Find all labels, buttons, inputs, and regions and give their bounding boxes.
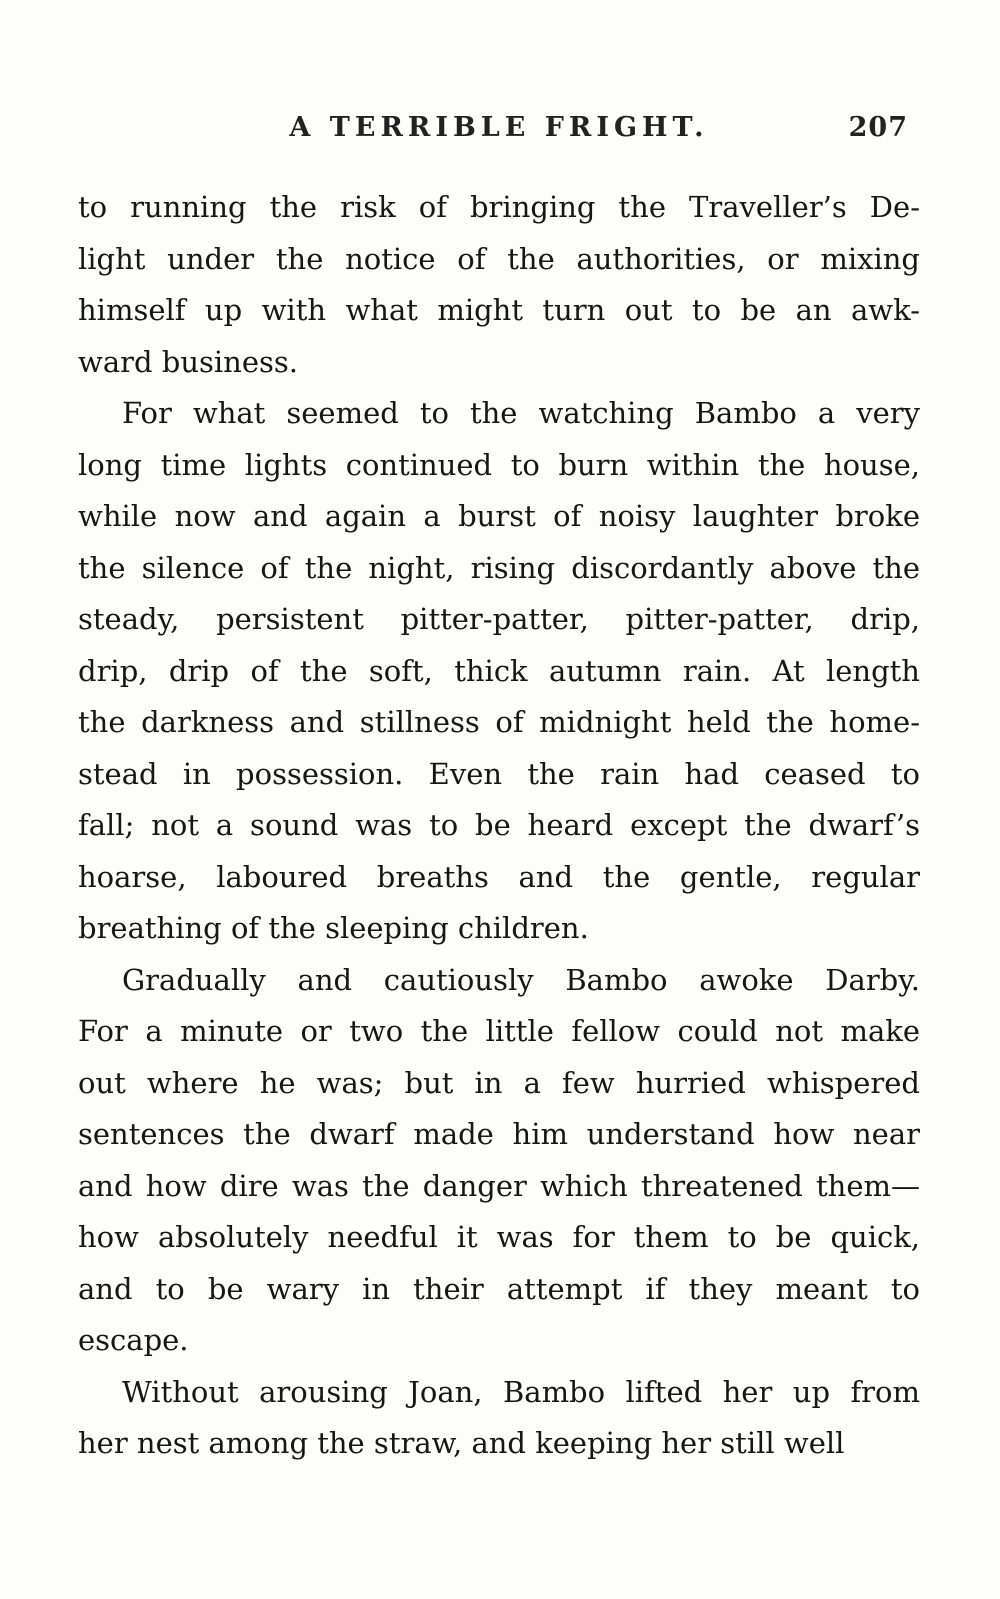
running-title: A TERRIBLE FRIGHT.	[289, 112, 709, 143]
paragraph	[78, 955, 920, 1367]
text-line: Without arousing Joan, Bambo lifted her up from	[122, 1374, 920, 1409]
text-line: Gradually and cautiously Bambo awoke Darby.	[122, 962, 920, 997]
text-line: to running the risk of bringing the Traveller’s De-	[78, 190, 920, 224]
body-text	[78, 182, 920, 1470]
text-line: steady, persistent pitter-patter, pitter-patter, drip,	[78, 602, 920, 636]
text-line: himself up with what might turn out to be an awk-	[78, 293, 920, 327]
text-line: stead in possession. Even the rain had ceased to	[78, 756, 920, 791]
paragraph	[78, 388, 920, 955]
text-line: how absolutely needful it was for them to be quick,	[78, 1220, 920, 1254]
text-line: sentences the dwarf made him understand how near	[78, 1117, 920, 1151]
text-line: hoarse, laboured breaths and the gentle, regular	[78, 859, 920, 894]
page-number: 207	[848, 112, 908, 143]
text-line: light under the notice of the authorities, or mixing	[78, 241, 920, 276]
text-line: while now and again a burst of noisy laughter broke	[78, 499, 920, 533]
text-line: the silence of the night, rising discordantly above the	[78, 550, 920, 585]
text-line: For what seemed to the watching Bambo a very	[122, 396, 920, 430]
text-line: breathing of the sleeping children.	[78, 911, 589, 945]
paragraph	[78, 1367, 920, 1470]
text-line: drip, drip of the soft, thick autumn rain. At length	[78, 653, 920, 688]
text-line: the darkness and stillness of midnight held the home-	[78, 705, 920, 739]
text-line: For a minute or two the little fellow could not make	[78, 1014, 920, 1048]
text-line: her nest among the straw, and keeping her still well	[78, 1426, 845, 1460]
text-line: ward business.	[78, 344, 298, 379]
text-line: escape.	[78, 1323, 189, 1357]
text-line: and to be wary in their attempt if they meant to	[78, 1271, 920, 1306]
text-line: long time lights continued to burn within the house,	[78, 447, 920, 482]
text-line: out where he was; but in a few hurried whispered	[78, 1065, 920, 1100]
text-line: and how dire was the danger which threatened them—	[78, 1168, 920, 1203]
text-line: fall; not a sound was to be heard except the dwarf’s	[78, 808, 920, 842]
page-header	[78, 112, 920, 152]
paragraph	[78, 182, 920, 388]
